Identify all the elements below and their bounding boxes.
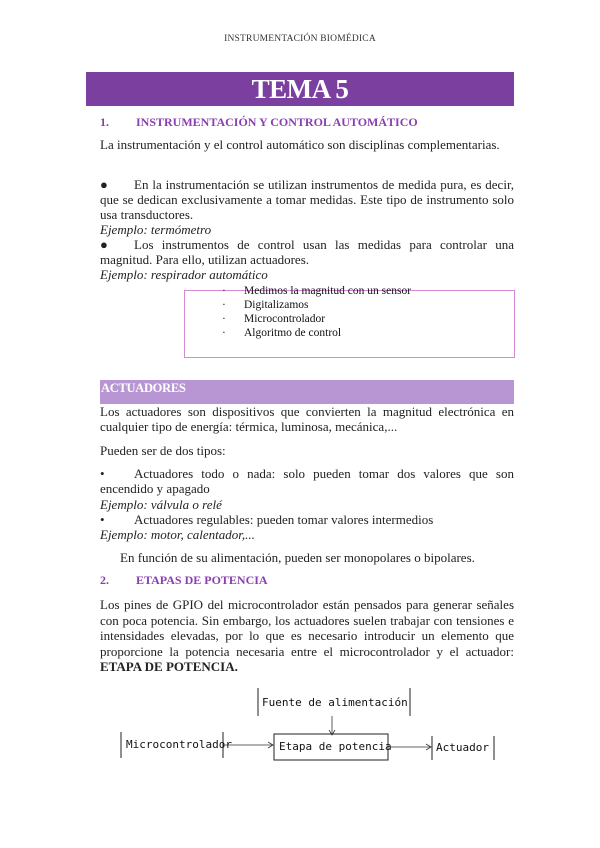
control-step: · Microcontrolador: [222, 313, 326, 325]
diagram-actuator-label: Actuador: [436, 741, 489, 754]
diagram-supply-label: Fuente de alimentación: [262, 696, 408, 709]
control-step: · Algoritmo de control: [222, 327, 342, 339]
diagram-micro-label: Microcontrolador: [126, 738, 232, 751]
bullet-icon: ●: [100, 237, 108, 252]
bullet-control: [100, 237, 514, 267]
actuadores-intro: Los actuadores son dispositivos que convierten la magnitud electrónica en cualquier tipo de energía: térmica, luminosa, mecánica,...: [100, 404, 514, 434]
example-respirador: Ejemplo: respirador automático: [100, 267, 268, 282]
section-1-number: 1.: [100, 115, 109, 129]
bullet-icon: •: [100, 466, 105, 481]
control-step: · Medimos la magnitud con un sensor: [222, 285, 412, 297]
example-termometro: Ejemplo: termómetro: [100, 222, 212, 237]
section-1-title: INSTRUMENTACIÓN Y CONTROL AUTOMÁTICO: [136, 115, 418, 129]
bullet-instrumentacion: [100, 177, 514, 222]
actuador-todo-o-nada: • Actuadores todo o nada: solo pueden tomar dos valores que son encendido y apagado: [100, 466, 514, 496]
bullet-text: En la instrumentación se utilizan instrumentos de medida pura, es decir, que se dedican exclusivamente a tomar medidas. Este tipo de instrumento solo usa transductores.: [100, 177, 514, 222]
section-2-number: 2.: [100, 573, 109, 587]
etapa-de-potencia-highlight: ETAPA DE POTENCIA.: [100, 659, 238, 674]
actuadores-heading: ACTUADORES: [101, 381, 186, 395]
running-head: INSTRUMENTACIÓN BIOMÉDICA: [224, 34, 376, 44]
bullet-text: Los instrumentos de control usan las medidas para controlar una magnitud. Para ello, utilizan actuadores.: [100, 237, 514, 267]
control-steps-list: [222, 284, 411, 340]
section-2-body: Los pines de GPIO del microcontrolador están pensados para generar señales con poca potencia. Sin embargo, los actuadores suelen trabajar con tensiones e intensidades elevadas, por lo que es necesario introducir un elemento que proporcione la potencia necesaria entre el microcontrolador y el actuador: ETAPA DE POTENCIA.: [100, 597, 514, 674]
control-step: · Digitalizamos: [222, 299, 309, 311]
example-motor: Ejemplo: motor, calentador,...: [100, 527, 255, 542]
bullet-icon: ●: [100, 177, 108, 192]
example-valvula: Ejemplo: válvula o relé: [100, 497, 222, 512]
bullet-icon: •: [100, 512, 105, 527]
actuadores-power-note: En función de su alimentación, pueden ser monopolares o bipolares.: [120, 550, 475, 565]
actuador-regulable: • Actuadores regulables: pueden tomar valores intermedios: [100, 512, 434, 527]
section-1-intro: La instrumentación y el control automático son disciplinas complementarias.: [100, 137, 500, 152]
section-2-heading: [100, 573, 268, 588]
page-title: TEMA 5: [251, 74, 349, 104]
diagram-stage-label: Etapa de potencia: [279, 740, 392, 753]
actuadores-types-intro: Pueden ser de dos tipos:: [100, 443, 226, 458]
section-2-title: ETAPAS DE POTENCIA: [136, 573, 268, 587]
section-1-heading: [100, 115, 418, 130]
